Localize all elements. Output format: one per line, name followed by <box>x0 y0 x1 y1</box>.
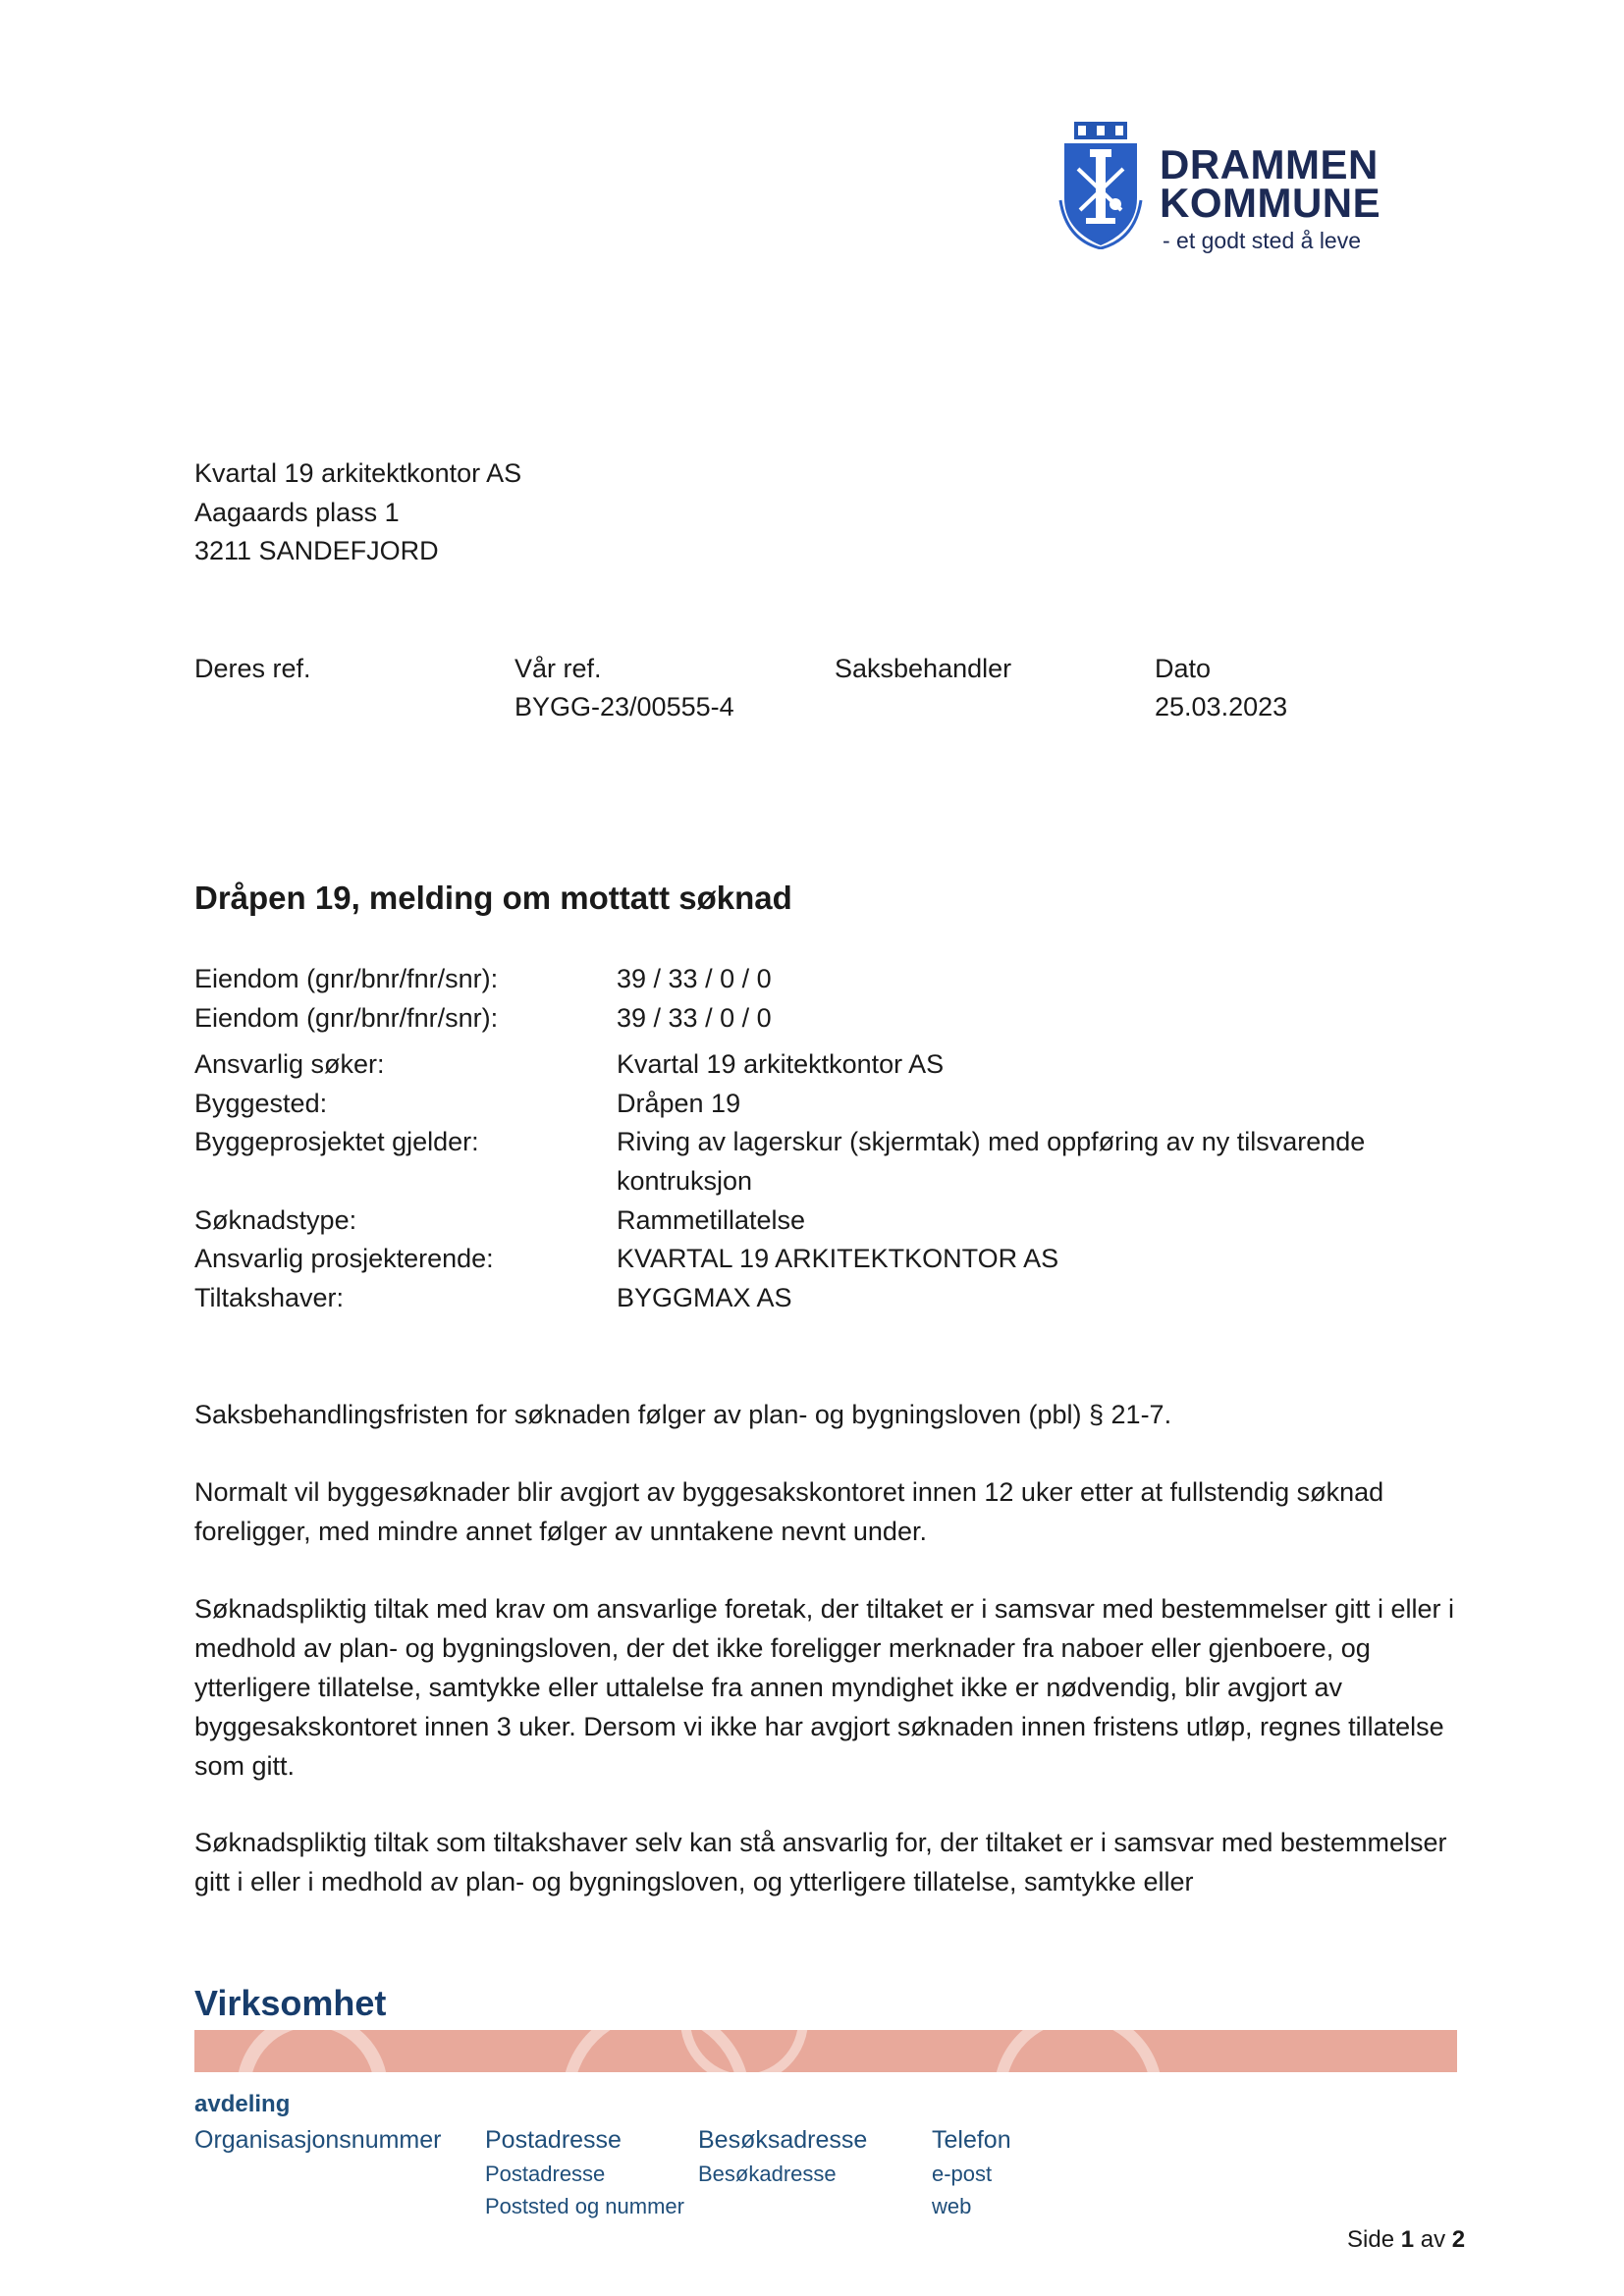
dato-value: 25.03.2023 <box>1155 692 1288 721</box>
detail-value: Rammetillatelse <box>617 1205 806 1235</box>
footer-org-label: Organisasjonsnummer <box>194 2126 442 2154</box>
body-paragraph: Søknadspliktig tiltak med krav om ansvarlige foretak, der tiltaket er i samsvar med bestemmelser gitt i eller i medhold av plan- og bygningsloven, der det ikke foreligger merknader fra naboer eller gjenboere, og ytterligere tillatelse, samtykke eller uttalelse fra annen myndighet ikke er nødvendig, blir avgjort av byggesakskontoret innen 3 uker. Dersom vi ikke har avgjort søknaden innen fristens utløp, regnes tillatelse som gitt. <box>194 1594 1454 1781</box>
logo-line1: DRAMMEN <box>1160 141 1379 187</box>
detail-label: Ansvarlig prosjekterende: <box>194 1244 494 1273</box>
detail-value: Riving av lagerskur (skjermtak) med oppføring av ny tilsvarende kontruksjon <box>617 1127 1366 1196</box>
recipient-name: Kvartal 19 arkitektkontor AS <box>194 458 522 488</box>
footer-post-line2: Poststed og nummer <box>485 2194 684 2218</box>
detail-label: Byggested: <box>194 1089 328 1118</box>
footer-avdeling: avdeling <box>194 2091 291 2117</box>
page-prefix: Side <box>1347 2226 1395 2253</box>
coat-of-arms-icon <box>1056 120 1145 249</box>
detail-value: 39 / 33 / 0 / 0 <box>617 964 772 993</box>
recipient-postal: 3211 SANDEFJORD <box>194 536 439 565</box>
logo-text <box>1160 141 1381 226</box>
detail-value: Dråpen 19 <box>617 1089 741 1118</box>
detail-label: Byggeprosjektet gjelder: <box>194 1127 479 1156</box>
footer-virksomhet: Virksomhet <box>194 1983 387 2023</box>
detail-label: Eiendom (gnr/bnr/fnr/snr): <box>194 964 499 993</box>
saksbehandler-label: Saksbehandler <box>835 654 1012 683</box>
recipient-street: Aagaards plass 1 <box>194 498 400 527</box>
page-total: 2 <box>1451 2226 1466 2253</box>
detail-value: KVARTAL 19 ARKITEKTKONTOR AS <box>617 1244 1059 1273</box>
logo-tagline: - et godt sted å leve <box>1163 228 1362 253</box>
var-ref-value: BYGG-23/00555-4 <box>514 692 734 721</box>
page-number <box>1347 2226 1465 2254</box>
dato-label: Dato <box>1155 654 1212 683</box>
deres-ref-label: Deres ref. <box>194 654 311 683</box>
document-title: Dråpen 19, melding om mottatt søknad <box>194 880 792 916</box>
footer-telefon-label: Telefon <box>932 2126 1011 2154</box>
footer-epost: e-post <box>932 2162 993 2186</box>
var-ref-label: Vår ref. <box>514 654 602 683</box>
logo-line2: KOMMUNE <box>1160 180 1381 226</box>
footer-web: web <box>932 2194 972 2218</box>
page-current: 1 <box>1400 2226 1415 2253</box>
footer-post-label: Postadresse <box>485 2126 622 2154</box>
body-paragraph: Saksbehandlingsfristen for søknaden følger av plan- og bygningsloven (pbl) § 21-7. <box>194 1400 1172 1429</box>
detail-label: Ansvarlig søker: <box>194 1049 385 1079</box>
detail-label: Eiendom (gnr/bnr/fnr/snr): <box>194 1003 499 1033</box>
detail-value: BYGGMAX AS <box>617 1283 792 1312</box>
detail-label: Tiltakshaver: <box>194 1283 345 1312</box>
footer-besok-line1: Besøkadresse <box>698 2162 837 2186</box>
body-paragraph: Normalt vil byggesøknader blir avgjort av byggesakskontoret innen 12 uker etter at fullstendig søknad foreligger, med mindre annet følger av unntakene nevnt under. <box>194 1477 1384 1546</box>
page-of: av <box>1420 2226 1446 2253</box>
detail-value: 39 / 33 / 0 / 0 <box>617 1003 772 1033</box>
detail-value: Kvartal 19 arkitektkontor AS <box>617 1049 945 1079</box>
drammen-kommune-logo <box>1056 120 1390 257</box>
footer-post-line1: Postadresse <box>485 2162 606 2186</box>
body-paragraph: Søknadspliktig tiltak som tiltakshaver selv kan stå ansvarlig for, der tiltaket er i samsvar med bestemmelser gitt i eller i medhold av plan- og bygningsloven, og ytterligere tillatelse, samtykke eller <box>194 1828 1447 1896</box>
detail-label: Søknadstype: <box>194 1205 357 1235</box>
footer-decorative-band <box>194 2030 1457 2072</box>
footer-besok-label: Besøksadresse <box>698 2126 868 2154</box>
